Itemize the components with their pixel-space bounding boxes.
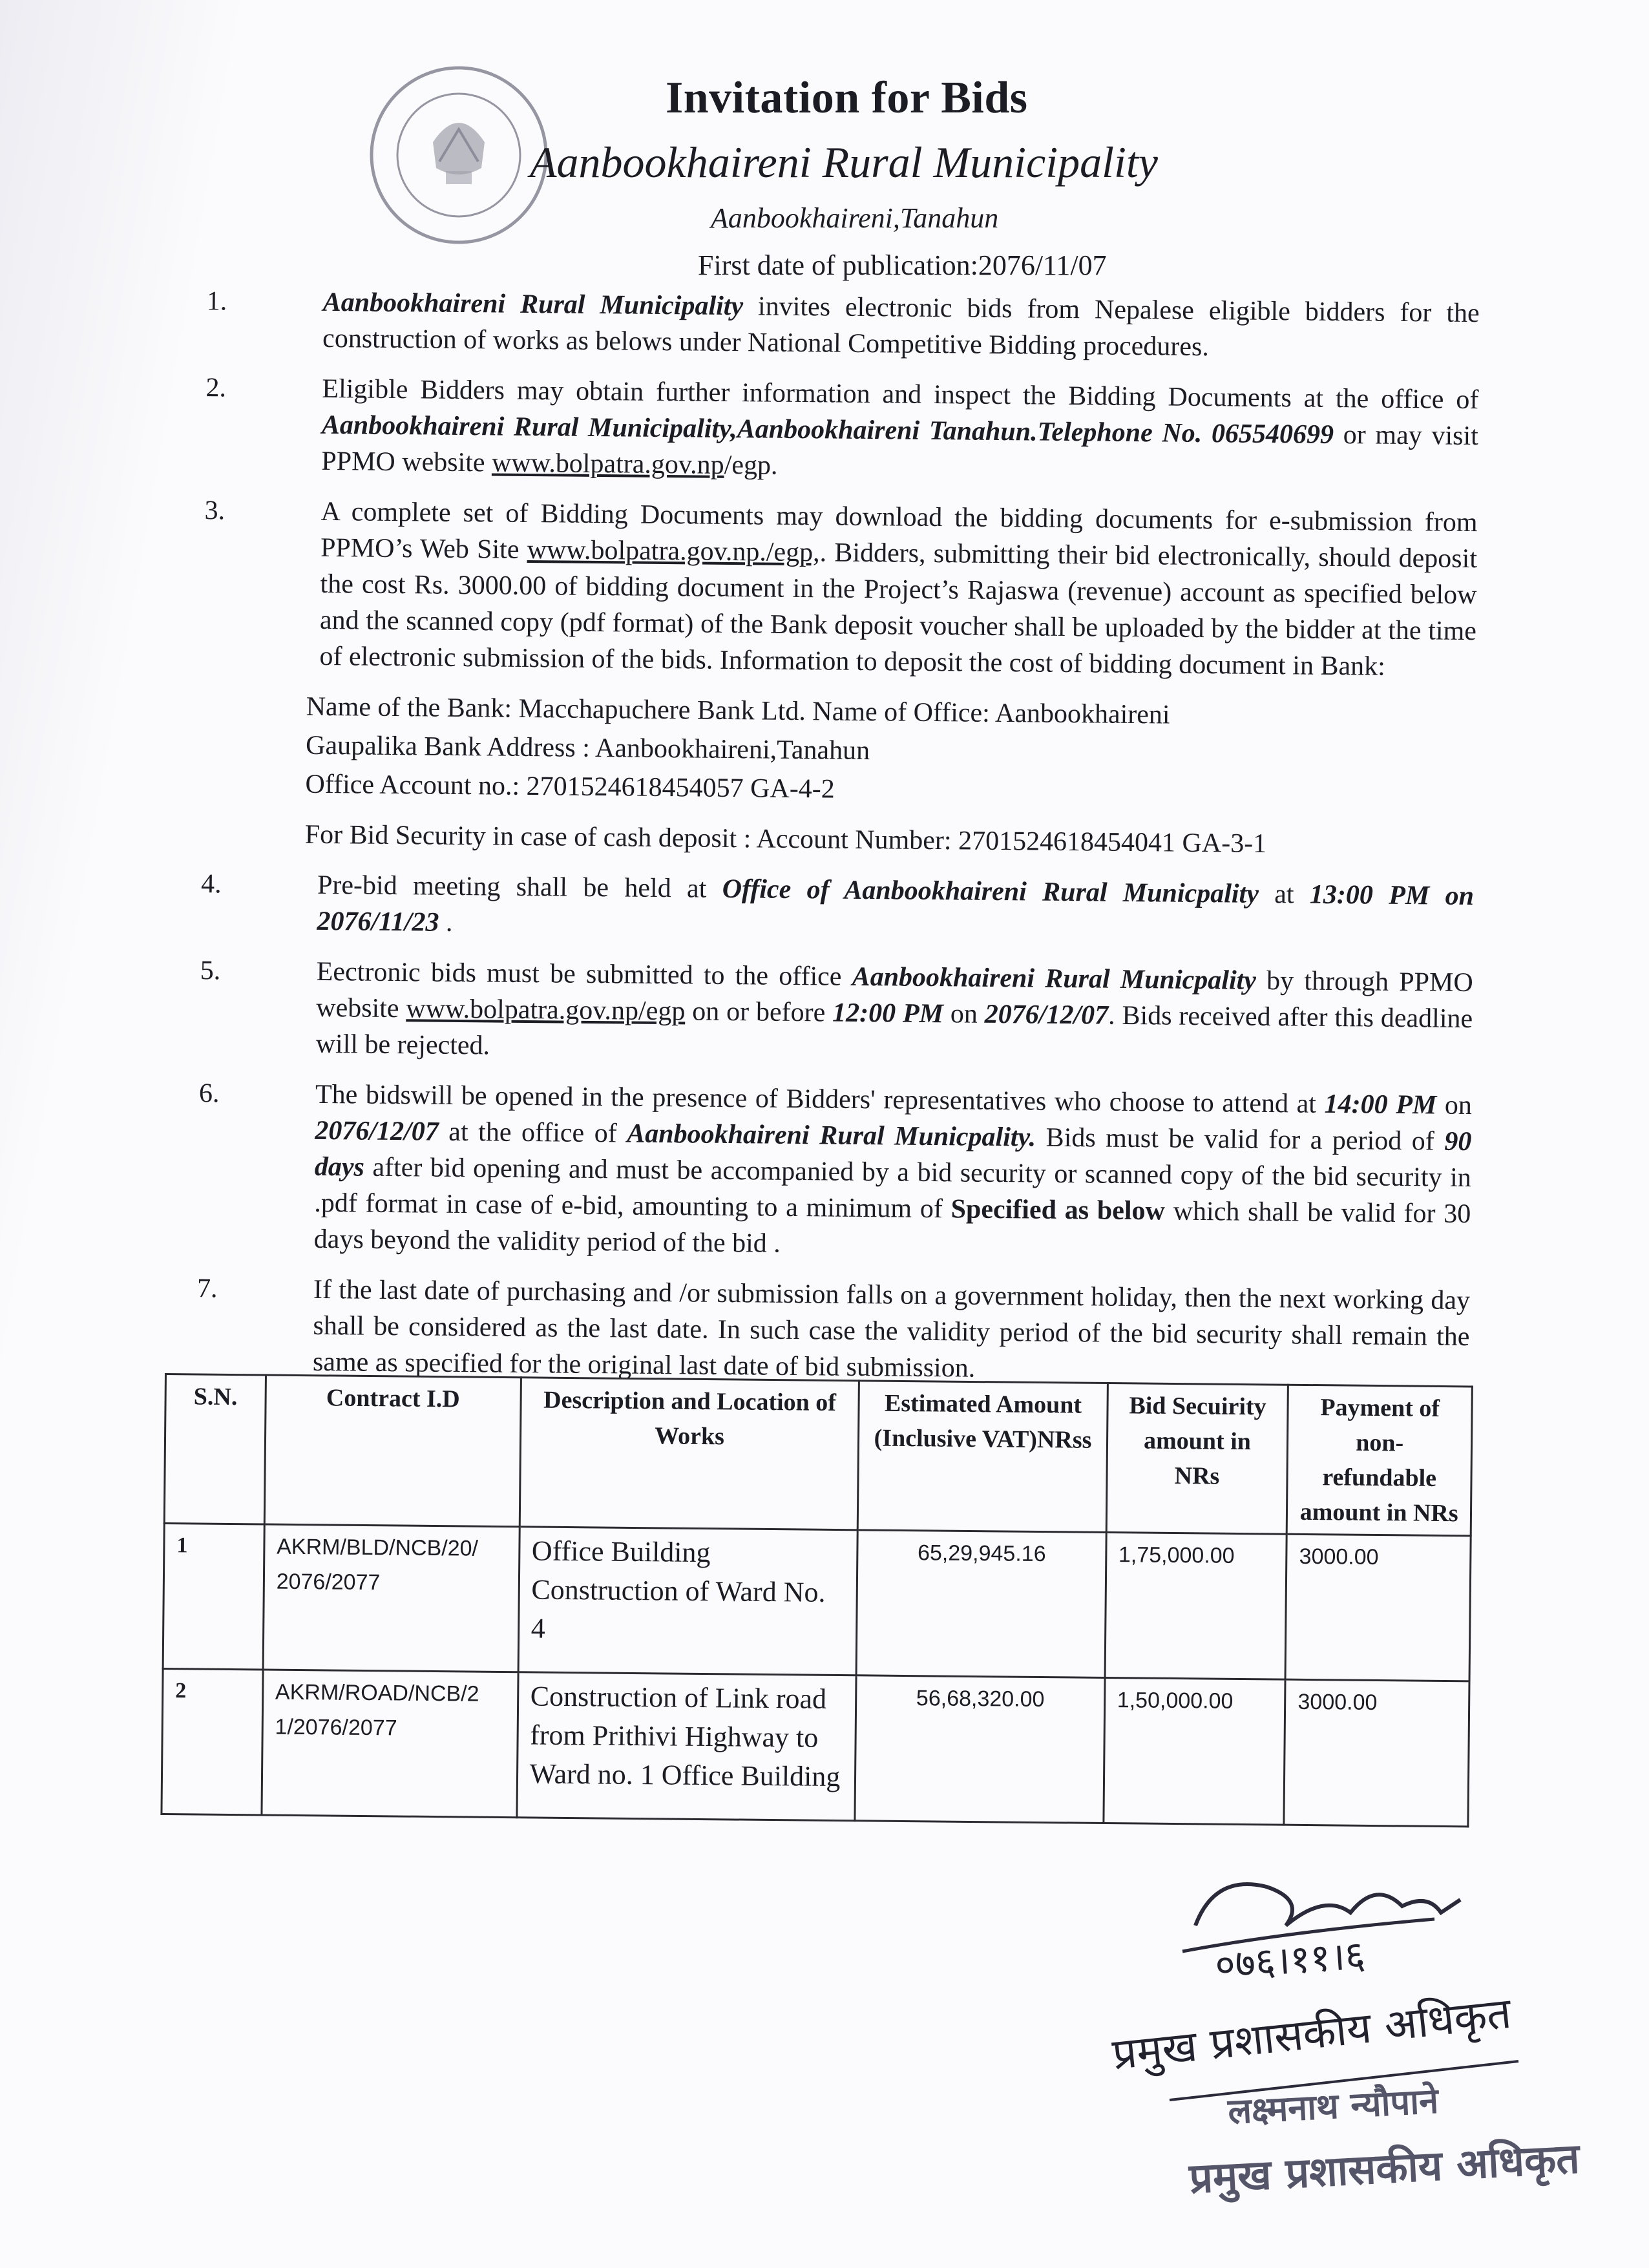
cell-sn: 2: [162, 1668, 263, 1814]
header-estimated-amount: Estimated Amount (Inclusive VAT)NRss: [858, 1381, 1108, 1533]
bank-info: [305, 689, 1476, 864]
publication-date: First date of publication:2076/11/07: [698, 249, 1107, 281]
clause-text-run: on: [943, 999, 985, 1029]
cell-sn: 1: [163, 1524, 264, 1670]
cell-bid-security: 1,75,000.00: [1105, 1532, 1287, 1679]
office-account-line: Office Account no.: 2701524618454057 GA-4-2: [305, 769, 835, 804]
clause-item: [187, 866, 1474, 950]
emphasis-text: 2076/12/07: [315, 1115, 439, 1147]
signature-title-handwritten: प्रमुख प्रशासकीय अधिकृत: [1109, 1988, 1514, 2080]
stamp-officer-name: लक्ष्मनाथ न्यौपाने: [1226, 2080, 1440, 2132]
clause-item: [184, 1270, 1471, 1391]
emphasis-text: Aanbookhaireni Rural Municpality: [852, 961, 1257, 996]
cell-contract-id: AKRM/BLD/NCB/20/ 2076/2077: [263, 1524, 520, 1672]
clause-text-run: after bid opening and must be accompanied by a bid security or scanned copy of the bid security in .pdf format in case of e-bid, amounting to a minimum of: [314, 1152, 1472, 1224]
clause-text-run: . Bidders, submitting their bid electronically, should deposit the cost Rs. 3000.00 of bidding document in the Project’s Rajaswa (revenue) account as specified below and the scanned copy (pdf format) of the Bank deposit voucher shall be uploaded by the bidder at the time of electronic submission of the bids. Information to deposit the cost of bidding document in Bank:: [319, 538, 1478, 682]
clause-number: 4.: [200, 869, 222, 899]
cell-description: Office Building Construction of Ward No. 4: [518, 1527, 858, 1675]
website-link[interactable]: www.bolpatra.gov.np./egp,: [527, 534, 820, 568]
clause-text-run: by through PPMO website: [316, 965, 1473, 1024]
clause-item: [186, 952, 1473, 1073]
signature-date: ०७६।११।६: [1213, 1932, 1367, 1989]
website-link[interactable]: www.bolpatra.gov.np: [491, 448, 724, 480]
page-title: Invitation for Bids: [666, 73, 1028, 123]
header-contract-id: Contract I.D: [264, 1375, 521, 1527]
table-header-row: [164, 1374, 1472, 1536]
cell-estimated-amount: 65,29,945.16: [856, 1530, 1106, 1678]
clause-text-run: If the last date of purchasing and /or submission falls on a government holiday, then the next working day shall be considered as the last date. In such case the validity period of the bid security shall remain the same as specified for the original last date of bid submission.: [312, 1274, 1471, 1383]
bank-address-line: Gaupalika Bank Address : Aanbookhaireni,Tanahun: [305, 730, 870, 766]
emphasis-text: 12:00 PM: [832, 998, 944, 1029]
clause-text-run: .: [439, 907, 453, 938]
clause-text-run: on or before: [685, 996, 833, 1028]
organization-location: Aanbookhaireni,Tanahun: [711, 202, 999, 234]
clause-text: [313, 1272, 1471, 1391]
cell-payment: 3000.00: [1284, 1679, 1469, 1827]
clause-text-run: Eectronic bids must be submitted to the office: [316, 956, 852, 992]
clause-number: 1.: [206, 286, 227, 317]
clause-text-run: at the office of: [438, 1117, 627, 1149]
stamp-officer-title: प्रमुख प्रशासकीय अधिकृत: [1188, 2135, 1581, 2203]
emphasis-text: 2076/12/07: [984, 999, 1109, 1031]
clause-text-run: on: [1436, 1090, 1473, 1121]
clause-item: [190, 492, 1478, 686]
cell-bid-security: 1,50,000.00: [1103, 1677, 1285, 1825]
clause-text-run: Pre-bid meeting shall be held at: [317, 870, 722, 904]
emphasis-text: Aanbookhaireni Rural Municipality: [322, 287, 744, 322]
clause-text-run: Eligible Bidders may obtain further information and inspect the Bidding Documents at the office of: [322, 373, 1479, 415]
clause-text: [319, 494, 1478, 686]
cash-deposit-line: For Bid Security in case of cash deposit : Account Number: 2701524618454041 GA-3-1: [304, 819, 1267, 859]
clause-text-run: at: [1258, 879, 1310, 910]
clause-item: [193, 283, 1480, 368]
clause-text-run: which shall be valid for 30 days beyond the validity period of the bid .: [313, 1196, 1471, 1259]
bank-name-line: Name of the Bank: Macchapuchere Bank Ltd. Name of Office: Aanbookhaireni: [306, 691, 1170, 730]
clause-text-run: /egp.: [724, 450, 778, 481]
strong-text: Specified as below: [951, 1194, 1166, 1226]
organization-name: Aanbookhaireni Rural Municipality: [530, 138, 1158, 187]
emphasis-text: Aanbookhaireni Rural Municipality,Aanbookhaireni Tanahun.Telephone No. 065540699: [321, 410, 1334, 450]
clause-text: [321, 371, 1479, 490]
table-row: [163, 1524, 1471, 1681]
emphasis-text: 13:00 PM on 2076/11/23: [317, 879, 1475, 938]
clause-text: [314, 1076, 1473, 1268]
municipality-seal: [362, 58, 556, 252]
clause-number: 7.: [196, 1274, 218, 1304]
header-bid-security: Bid Secuirity amount in NRs: [1106, 1383, 1288, 1535]
clause-item: [185, 1075, 1473, 1268]
cell-estimated-amount: 56,68,320.00: [855, 1675, 1104, 1823]
clause-text-run: Bids must be valid for a period of: [1035, 1122, 1445, 1157]
clause-item: [192, 370, 1479, 490]
header-payment: Payment of non-refundable amount in NRs: [1287, 1385, 1472, 1536]
website-link[interactable]: www.bolpatra.gov.np/egp: [406, 994, 686, 1027]
clause-text: [317, 867, 1474, 950]
clauses-section: [184, 283, 1480, 1405]
emphasis-text: 14:00 PM: [1324, 1089, 1437, 1120]
emphasis-text: Office of Aanbookhaireni Rural Municpality: [722, 874, 1259, 909]
clause-text: [315, 954, 1473, 1073]
cell-payment: 3000.00: [1285, 1534, 1471, 1681]
cell-contract-id: AKRM/ROAD/NCB/2 1/2076/2077: [262, 1670, 518, 1818]
clause-number: 3.: [204, 496, 226, 526]
clause-text-run: invites electronic bids from Nepalese eligible bidders for the construction of works as belows under National Competitive Bidding procedures.: [322, 291, 1480, 362]
emphasis-text: 90 days: [314, 1126, 1472, 1182]
clause-number: 6.: [198, 1078, 220, 1109]
clause-text-run: . Bids received after this deadline will be rejected.: [315, 1000, 1473, 1061]
clause-text: [322, 284, 1480, 368]
clause-number: 5.: [200, 956, 221, 986]
emphasis-text: Aanbookhaireni Rural Municpality.: [627, 1118, 1036, 1153]
header-description: Description and Location of Works: [520, 1378, 859, 1530]
clause-text-run: The bidswill be opened in the presence of Bidders' representatives who choose to attend at: [315, 1079, 1325, 1119]
header-sn: S.N.: [164, 1374, 266, 1524]
bids-table: [160, 1373, 1473, 1827]
cell-description: Construction of Link road from Prithivi Highway to Ward no. 1 Office Building: [516, 1672, 856, 1821]
table-row: [162, 1668, 1469, 1826]
clause-text-run: or may visit PPMO website: [321, 419, 1479, 478]
clause-text-run: A complete set of Bidding Documents may download the bidding documents for e-submission from PPMO’s Web Site: [320, 496, 1478, 565]
clause-number: 2.: [205, 373, 227, 403]
